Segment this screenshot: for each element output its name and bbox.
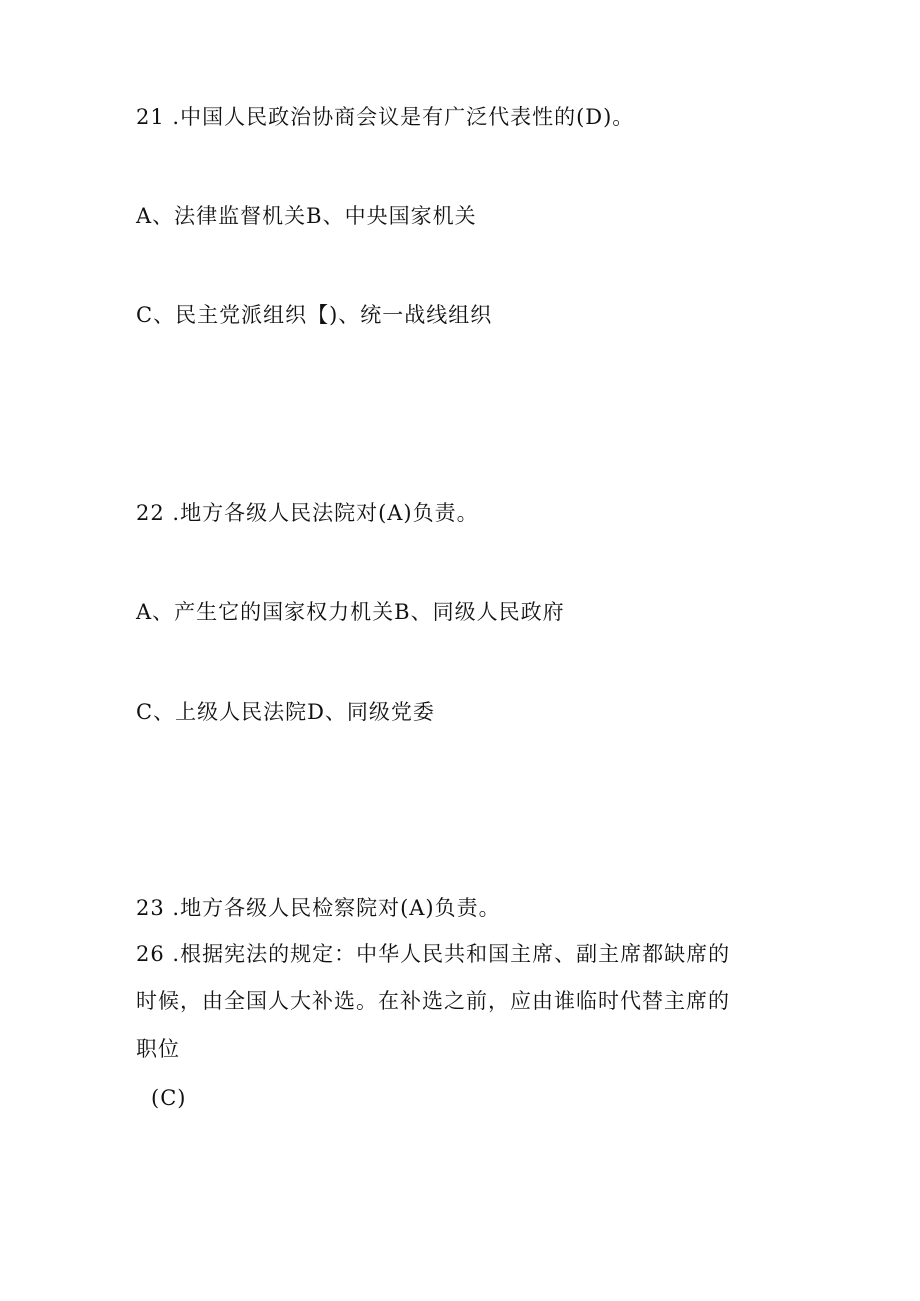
question-26-stem-line-2: 时候，由全国人大补选。在补选之前，应由谁临时代替主席的 <box>136 989 730 1013</box>
question-21-stem: 21 .中国人民政治协商会议是有广泛代表性的(D)。 <box>136 105 635 129</box>
question-22-options-ab: A、产生它的国家权力机关B、同级人民政府 <box>136 600 565 624</box>
question-26-answer: (C) <box>151 1086 187 1110</box>
question-22-stem: 22 .地方各级人民法院对(A)负责。 <box>136 501 479 525</box>
question-26-stem-line-3: 职位 <box>136 1037 180 1061</box>
question-21-options-cd: C、民主党派组织【)、统一战线组织 <box>136 303 493 327</box>
question-23-stem: 23 .地方各级人民检察院对(A)负责。 <box>136 896 501 920</box>
question-22-options-cd: C、上级人民法院D、同级党委 <box>136 700 435 724</box>
question-26-stem-line-1: 26 .根据宪法的规定：中华人民共和国主席、副主席都缺席的 <box>136 942 731 966</box>
question-21-options-ab: A、法律监督机关B、中央国家机关 <box>136 204 477 228</box>
